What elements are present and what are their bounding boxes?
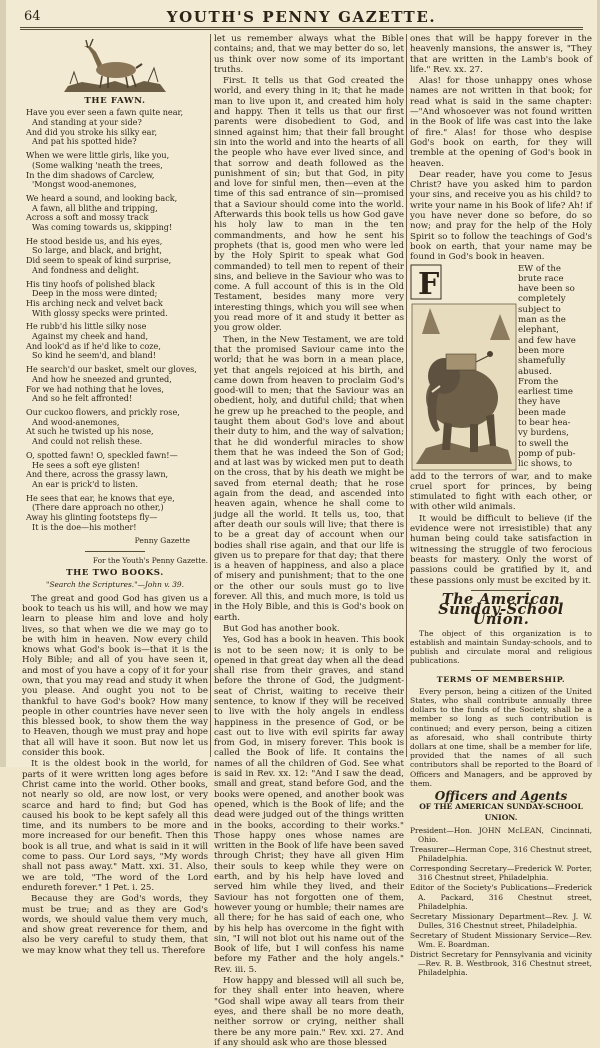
article-credit: For the Youth's Penny Gazette. <box>92 555 208 565</box>
two-books-paragraph: Alas! for those unhappy ones whose names are not written in that book; for read what is said in the same chapter:—"And whosoever was not found written in the Book of life was cast into the lake of fire." Alas! for those who despise God's book on earth, for they will tremble at the opening of God's book in heaven. <box>410 76 592 169</box>
elephant-engraving <box>410 264 518 472</box>
page-header <box>20 4 583 26</box>
poem-line: And standing at your side? <box>32 117 142 127</box>
poem-line: And how he sneezed and grunted, <box>32 373 172 384</box>
poem-stanza <box>22 365 208 404</box>
two-books-paragraph: Dear reader, have you come to Jesus Christ? have you asked him to pardon your sins, and receive you as his child? to write your name in his Book of life? Ah! if you have never done so before, do so now; and pray for the help of the Holy Spirit so to follow the teachings of God's book on earth, that your name may be found in God's book in heaven. <box>410 169 592 263</box>
poem-line: His arching neck and velvet back <box>26 297 163 308</box>
elephant-line: man as the <box>518 315 566 326</box>
poem-line: When we were little girls, like you, <box>26 150 170 161</box>
poem-stanza <box>22 280 208 319</box>
poem-line: O, spotted fawn! O, speckled fawn!— <box>26 449 178 460</box>
poem-line: So kind he seem'd, and bland! <box>32 350 157 361</box>
poem-line: An ear is prick'd to listen. <box>32 478 138 489</box>
column-3 <box>410 34 592 978</box>
poem-line: And did you stroke his silky ear, <box>26 126 158 137</box>
elephant-line: earliest time <box>518 387 573 398</box>
poem-line: He sees that ear, he knows that eye, <box>26 492 175 503</box>
elephant-line: to bear hea- <box>518 417 571 428</box>
poem-line: His tiny hoofs of polished black <box>26 278 155 289</box>
elephant-section <box>410 264 592 472</box>
two-books-paragraph: But God has another book. <box>223 623 340 634</box>
poem-line: For we had nothing that he loves, <box>26 383 164 394</box>
poem-line: And could not relish these. <box>32 436 143 447</box>
officer-entry: President—Hon. JOHN McLEAN, Cincinnati, Ohio. <box>410 825 592 845</box>
poem-line: And wood-anemones, <box>32 416 120 427</box>
union-title: The American Sunday-School Union. <box>438 590 564 629</box>
officer-entry: Corresponding Secretary—Frederick W. Porter, 316 Chestnut street, Philadelphia. <box>410 864 592 883</box>
column-divider-2 <box>406 34 407 757</box>
poem-line: And so he felt affronted! <box>32 393 133 404</box>
officers-list <box>410 826 592 978</box>
elephant-line: been more <box>518 345 565 356</box>
elephant-line: shamefully <box>518 356 566 367</box>
two-books-title: THE TWO BOOKS. <box>66 568 164 579</box>
terms-title: TERMS OF MEMBERSHIP. <box>436 674 566 684</box>
elephant-line: From the <box>518 376 559 387</box>
elephant-line: brute race <box>518 273 564 284</box>
svg-text:F: F <box>418 266 440 302</box>
poem-line: Have you ever seen a fawn quite near, <box>26 107 184 118</box>
poem-line: Was coming towards us, skipping! <box>32 222 173 233</box>
officer-entry: Secretary Missionary Department—Rev. J. W. Dulles, 316 Chestnut street, Philadelphia. <box>410 911 592 930</box>
elephant-line: subject to <box>518 304 561 315</box>
poem-stanza <box>22 194 208 233</box>
elephant-line: to swell the <box>518 438 569 449</box>
poem-line: A fawn, all blithe and tripping, <box>32 202 158 213</box>
officer-entry: District Secretary for Pennsylvania and vicinity—Rev. R. B. Westbrook, 316 Chestnut street, Philadelphia. <box>410 950 592 978</box>
elephant-paragraph: It would be difficult to believe (if the evidence were not irresistible) that any human being could take satisfaction in witnessing the struggle of two ferocious beasts for mastery. Only the worst of passions could be gratified by it, and these passions only must be excited by it. <box>410 513 592 586</box>
poem-line: And pat his spotted hide? <box>32 136 137 147</box>
poem-stanza <box>22 322 208 361</box>
poem-stanza <box>22 237 208 276</box>
two-books-paragraph: The great and good God has given us a book to teach us his will, and how we may learn to please him and love and holy lives, so that when we die we may go to be with him in heaven. Now every child knows what God's book is—that it is the Holy Bible; and all of you have seen it, and most of you have a copy of it for your own, that you may read and study it when you please. And ought you not to be thankful to have God's book? How many people in other countries have never seen this blessed book, to show them the way to Heaven, though we must pray and hope that all will have it soon. But now let us consider this book. <box>22 593 208 759</box>
elephant-line: and few have <box>518 335 576 346</box>
officers-subtitle: OF THE AMERICAN SUNDAY-SCHOOL UNION. <box>419 802 583 822</box>
poem-line: We heard a sound, and looking back, <box>26 192 178 203</box>
officers-title: Officers and Agents <box>434 789 568 804</box>
elephant-line: completely <box>518 294 566 305</box>
poem-stanza <box>22 151 208 190</box>
column-divider-1 <box>210 34 211 757</box>
poem-line: He rubb'd his little silky nose <box>26 321 147 332</box>
two-books-paragraph: Yes, God has a book in heaven. This book is not to be seen now; it is only to be opened in that great day when all the dead shall rise from their graves, and stand before the throne of God, the judgment-seat of Christ, waiting to receive their sentence, to know if they will be received to live with the holy angels in endless happiness in the presence of God, or be cast out to live with evil spirits far away from God, in misery forever. This book is called the Book of life. It contains the names of all the children of God. See what is said in Rev. xx. 12: "And I saw the dead, small and great, stand before God, and the books were opened, and another book was opened, which is the Book of life; and the dead were judged out of the things written in the books, according to their works." Those happy ones whose names are written in the Book of life have been saved through Christ; they have all given Him their souls to keep while they were on earth, and by his help have loved and served him while they lived, and their Saviour has not forgotten one of them, however young or humble; their names are all there; for he has said of each one, who by his help has overcome in the fight with sin, "I will not blot out his name out of the Book of life, but I will confess his name before my Father and the holy angels." Rev. iii. 5. <box>214 635 404 975</box>
column-1 <box>22 34 208 956</box>
poem-stanza <box>22 408 208 447</box>
poem-line: At such he twisted up his nose, <box>26 426 154 437</box>
poem-line: (There dare approach no other,) <box>32 502 164 513</box>
poem-line: It is the doe—his mother! <box>32 521 137 532</box>
poem-line: Away his glinting footsteps fly— <box>26 512 158 523</box>
header-rule <box>20 27 583 28</box>
elephant-paragraph: add to the terrors of war, and to make cruel sport for princes, by being stimulated to fight with each other, or with other wild animals. <box>410 471 592 513</box>
poem-line: He stood beside us, and his eyes, <box>26 235 163 246</box>
two-books-paragraph: First. It tells us that God created the world, and every thing in it; that he made man to live upon it, and created him holy and happy. Then it tells us that our first parents were disobedient to God, and sinned against him; that their fall brought sin into the world and into the hearts of all the people who have ever lived since, and that sorrow and death followed as the punishment of sin; but that God, in pity and love for sinful men, then—even at the time of this sad entrance of sin—promised that a Saviour should come into the world. Afterwards this book tells us how God gave his holy law to man in the ten commandments, and how he sent his prophets (that is, good men who were led by the Holy Spirit to speak what God commanded) to tell men to repent of their sins, and believe in the Saviour who was to come. A full account of this is in the Old Testament, besides many more very interesting things, which you will see when you read more of it and study it better as you grow older. <box>214 76 404 334</box>
fawn-end-credit: Penny Gazette <box>134 536 190 546</box>
officer-entry: Editor of the Society's Publications—Frederick A. Packard, 316 Chestnut street, Philadelphia. <box>410 883 592 911</box>
poem-stanza <box>22 451 208 490</box>
poem-stanza <box>22 108 208 147</box>
poem-line: Deep in the moss were dinted; <box>32 288 158 299</box>
poem-line: And there, across the grassy lawn, <box>26 469 169 480</box>
terms-text: Every person, being a citizen of the United States, who shall contribute annually three dollars to the funds of the Society, shall be a member so long as such contribution is continued; and every person, being a citizen as aforesaid, who shall contribute thirty dollars at one time, shall be a member for life, provided that the names of all such contributors shall be reported to the Board of Officers and Managers, and be approved by them. <box>410 686 592 788</box>
poem-line: He sees a soft eye glisten! <box>32 459 140 470</box>
elephant-line: EW of the <box>518 263 561 274</box>
page-number: 64 <box>24 9 41 24</box>
poem-line: So large, and black, and bright, <box>32 245 163 256</box>
poem-stanza <box>22 494 208 533</box>
poem-line: And look'd as if he'd like to coze, <box>26 340 161 351</box>
elephant-line: lic shows, to <box>518 459 573 470</box>
poem-line: Across a soft and mossy track <box>26 212 149 223</box>
column-2 <box>214 34 404 1048</box>
poem-line: Did seem to speak of kind surprise, <box>26 255 172 266</box>
two-books-paragraph: How happy and blessed will all such be, for they shall enter into heaven, where "God shall wipe away all tears from their eyes, and there shall be no more death, neither sorrow or crying, neither shall there be any more pain." Rev. xxi. 27. And if any should ask who are those blessed <box>214 976 404 1048</box>
two-books-paragraph: It is the oldest book in the world, for parts of it were written long ages before Christ came into the world. Other books, not nearly so old, are now lost, or very scarce and hard to find; but God has caused his book to be kept safely all this time, and its numbers to be more and more increased for our benefit. Then this book is all true, and what is said in it will come to pass. Our Lord says, "My words shall not pass away." Matt. xxi. 31. Also, we are told, "The word of the Lord endureth forever." 1 Pet. i. 25. <box>22 759 208 893</box>
poem-line: With glossy specks were printed. <box>32 307 168 318</box>
two-books-paragraph: Then, in the New Testament, we are told that the promised Saviour came into the world; that he was born in a mean place, yet that angels rejoiced at his birth, and came down from heaven to proclaim God's good-will to men; that the Saviour was an obedient, holy, and dutiful child; that when he grew up he preached to the people, and taught them about God's love and about their duty to him, and the way of salvation; that he did wonderful miracles to show them that he was indeed the Son of God; and at last was by wicked men put to death on the cross, that by his death we might be saved from eternal death; that he rose again from the dead, and ascended into heaven again, whence he shall come to judge all the world. It tells us, too, that after death our souls will live; that there is to be a great day of account when our bodies shall rise again, and that our life is given us to prepare for that day; that there is a heaven of happiness, and also a place of misery and punishment; that to the one or the other our souls must go to live forever. All this, and much more, is told us in the Holy Bible, and this is God's book on earth. <box>214 334 404 623</box>
officer-entry: Secretary of Student Missionary Service—Rev. Wm. E. Boardman. <box>410 930 592 950</box>
union-object: The object of this organization is to establish and maintain Sunday-schools, and to publish and circulate moral and religious publications. <box>410 628 592 666</box>
fawn-poem-title: THE FAWN. <box>84 96 146 106</box>
two-books-motto: "Search the Scriptures."—John v. 39. <box>46 580 184 590</box>
poem-line: Against my cheek and hand, <box>32 331 149 342</box>
officer-entry: Treasurer—Herman Cope, 316 Chestnut street, Philadelphia. <box>410 845 592 864</box>
separator <box>85 551 145 552</box>
elephant-line: vy burdens, <box>518 428 569 439</box>
poem-line: He search'd our basket, smelt our gloves, <box>26 364 197 375</box>
fawn-engraving <box>60 34 170 94</box>
poem-line: And fondness and delight. <box>32 264 140 275</box>
masthead-title: YOUTH'S PENNY GAZETTE. <box>166 8 437 26</box>
separator <box>471 670 531 671</box>
poem-line: 'Mongst wood-anemones, <box>32 179 137 190</box>
fawn-poem <box>22 108 208 532</box>
header-rule-lower <box>20 29 583 30</box>
elephant-side-text <box>518 264 576 472</box>
poem-line: In the dim shadows of Carclew, <box>26 169 155 180</box>
elephant-line: have been so <box>518 284 575 295</box>
poem-line: Our cuckoo flowers, and prickly rose, <box>26 406 180 417</box>
elephant-line: elephant, <box>518 325 559 336</box>
elephant-line: they have <box>518 397 561 408</box>
two-books-paragraph: ones that will be happy forever in the heavenly mansions, the answer is, "They that are written in the Lamb's book of life." Rev. xx. 27. <box>410 34 592 75</box>
elephant-line: abused. <box>518 366 552 377</box>
two-books-paragraph: let us remember always what the Bible contains; and, that we may better do so, let us think over now some of its important truths. <box>214 34 404 75</box>
elephant-line: pomp of pub- <box>518 448 576 459</box>
elephant-line: been made <box>518 407 566 418</box>
two-books-paragraph: Because they are God's words, they must be true; and as they are God's words, we should value them very much, and show great reverence for them, and also be very careful to study them, that we may know what they tell us. Therefore <box>22 894 208 956</box>
poem-line: (Some walking 'neath the trees, <box>32 159 163 170</box>
